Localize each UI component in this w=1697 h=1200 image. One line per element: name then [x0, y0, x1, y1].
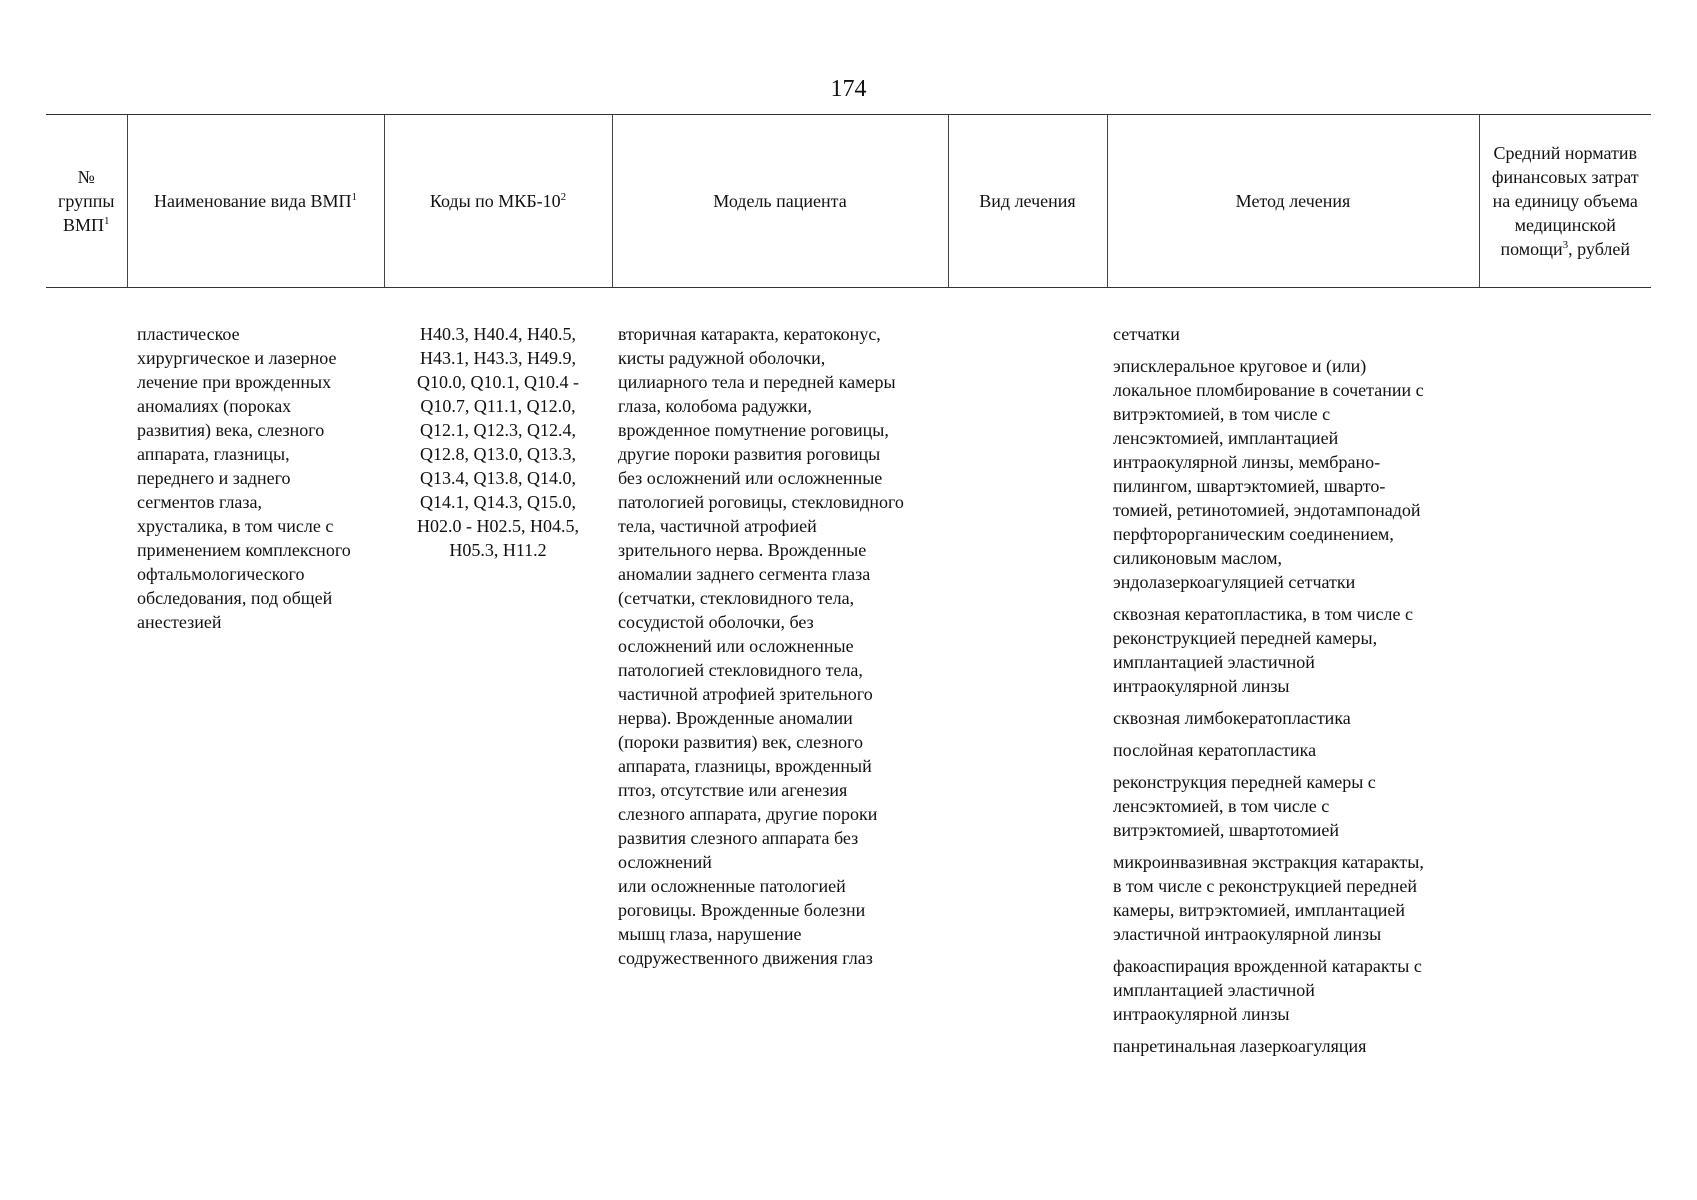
header-treatment-method: Метод лечения [1107, 115, 1479, 288]
method-item: эписклеральное круговое и (или) локальное пломбирование в сочетании с витрэктомией, в том числе с ленсэктомией, имплантацией интраокулярной линзы, мембрано- пилингом, швартэктомией, шварто- томией, ретинотомией, эндотампонадой перфторорганическим соединением, силиконовым маслом, эндолазеркоагуляцией сетчатки [1113, 356, 1424, 592]
method-item: послойная кератопластика [1113, 740, 1317, 760]
method-item: факоаспирация врожденной катаракты с имплантацией эластичной интраокулярной линзы [1113, 956, 1422, 1024]
header-group-no: № группы ВМП$^1$ [46, 115, 127, 288]
table-header-row [46, 115, 1651, 288]
services-table [46, 114, 1651, 1066]
method-item: микроинвазивная экстракция катаракты, в том числе с реконструкцией передней камеры, витрэктомией, имплантацией эластичной интраокулярной линзы [1113, 852, 1424, 944]
header-patient-model: Модель пациента [612, 115, 948, 288]
method-item: реконструкция передней камеры с ленсэктомией, в том числе с витрэктомией, швартотомией [1113, 772, 1376, 840]
header-vmp-name: Наименование вида ВМП$^1$ [127, 115, 384, 288]
cell-treatment-type [948, 322, 1107, 1066]
cell-patient-model: вторичная катаракта, кератоконус, кисты радужной оболочки, цилиарного тела и передней камеры глаза, колобома радужки, врожденное помутнение роговицы, другие пороки развития роговицы без осложнений или осложненные патологией роговицы, стекловидного тела, частичной атрофией зрительного нерва. Врожденные аномалии заднего сегмента глаза (сетчатки, стекловидного тела, сосудистой оболочки, без осложнений или осложненные патологией стекловидного тела, частичной атрофией зрительного нерва). Врожденные аномалии (пороки развития) век, слезного аппарата, глазницы, врожденный птоз, отсутствие или агенезия слезного аппарата, другие пороки развития слезного аппарата без осложнений или осложненные патологией роговицы. Врожденные болезни мышц глаза, нарушение содружественного движения глаз [618, 324, 904, 968]
header-icd-codes: Коды по МКБ-$10^2$ [384, 115, 612, 288]
page-number: 174 [830, 76, 867, 102]
cell-cost [1479, 322, 1651, 1066]
method-item: сквозная кератопластика, в том числе с реконструкцией передней камеры, имплантацией эластичной интраокулярной линзы [1113, 604, 1413, 696]
cell-icd-codes: H40.3, H40.4, H40.5, H43.1, H43.3, H49.9, Q10.0, Q10.1, Q10.4 - Q10.7, Q11.1, Q12.0, Q12.1, Q12.3, Q12.4, Q12.8, Q13.0, Q13.3, Q13.4, Q13.8, Q14.0, Q14.1, Q14.3, Q15.0, H02.0 - H02.5, H04.5, H05.3, H11.2 [417, 324, 579, 560]
method-item: сквозная лимбокератопластика [1113, 708, 1351, 728]
method-item: панретинальная лазеркоагуляция [1113, 1036, 1367, 1056]
cell-group-no [46, 322, 127, 1066]
table-row [46, 322, 1651, 1066]
cell-treatment-methods [1107, 322, 1479, 1066]
method-item: сетчатки [1113, 324, 1180, 344]
header-treatment-type: Вид лечения [948, 115, 1107, 288]
header-cost: Средний норматив финансовых затрат на единицу объема медицинской помощи$^3$, рублей [1479, 115, 1651, 288]
cell-vmp-name: пластическое хирургическое и лазерное лечение при врожденных аномалиях (пороках развития) века, слезного аппарата, глазницы, переднего и заднего сегментов глаза, хрусталика, в том числе с применением комплексного офтальмологического обследования, под общей анестезией [137, 324, 351, 632]
